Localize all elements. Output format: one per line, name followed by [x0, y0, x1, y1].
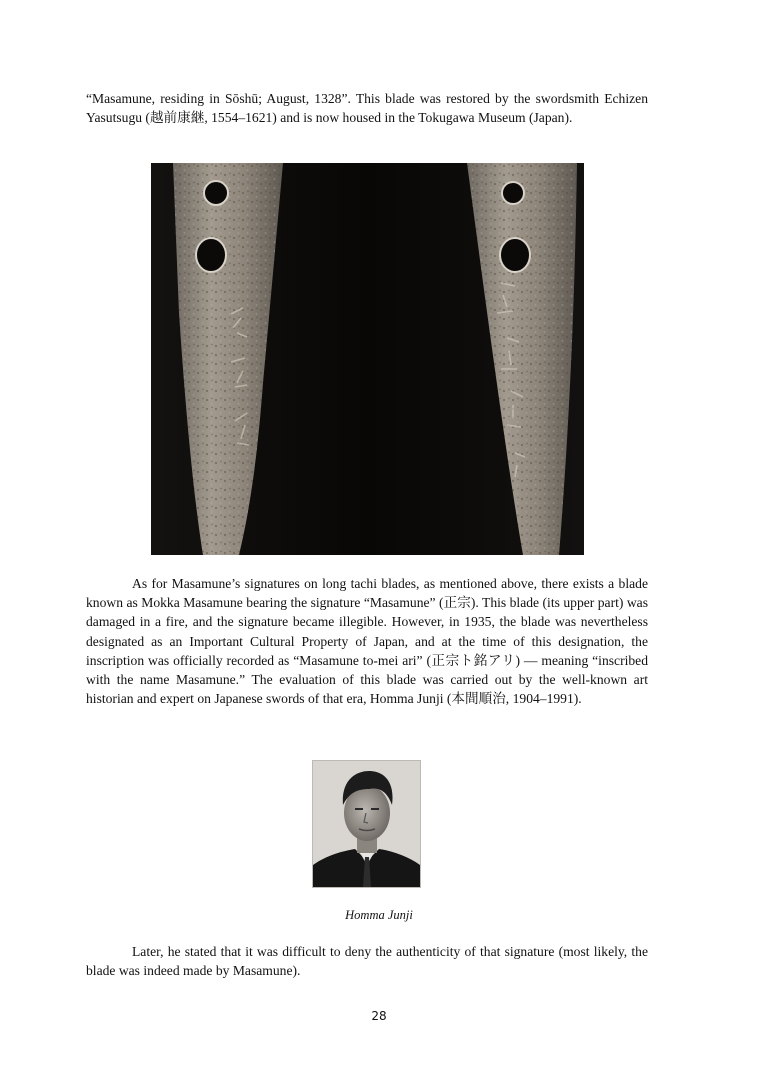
sword-tangs-illustration [151, 163, 584, 555]
portrait-caption: Homma Junji [345, 908, 413, 922]
paragraph-authenticity: Later, he stated that it was difficult to deny the authenticity of that signature (most likely, the blade was indeed made by Masamune). [86, 944, 648, 979]
portrait-illustration [313, 761, 420, 887]
sword-tang-photo [151, 163, 584, 555]
page-number: 28 [371, 1009, 387, 1023]
paragraph-intro: “Masamune, residing in Sōshū; August, 1328”. This blade was restored by the swordsmith Echizen Yasutsugu (越前康継, 1554–1621) and is now housed in the Tokugawa Museum (Japan). [86, 91, 648, 126]
paragraph-mokka-masamune: As for Masamune’s signatures on long tachi blades, as mentioned above, there exists a blade known as Mokka Masamune bearing the signature “Masamune” (正宗). This blade (its upper part) was damaged in a fire, and the signature became illegible. However, in 1935, the blade was nevertheless designated as an Important Cultural Property of Japan, and at the time of this designation, the inscription was officially recorded as “Masamune to-mei ari” (正宗ト銘アリ) — meaning “inscribed with the name Masamune.” The evaluation of this blade was carried out by the well-known art historian and expert on Japanese swords of that era, Homma Junji (本間順治, 1904–1991). [86, 576, 648, 707]
portrait-photo [312, 760, 421, 888]
